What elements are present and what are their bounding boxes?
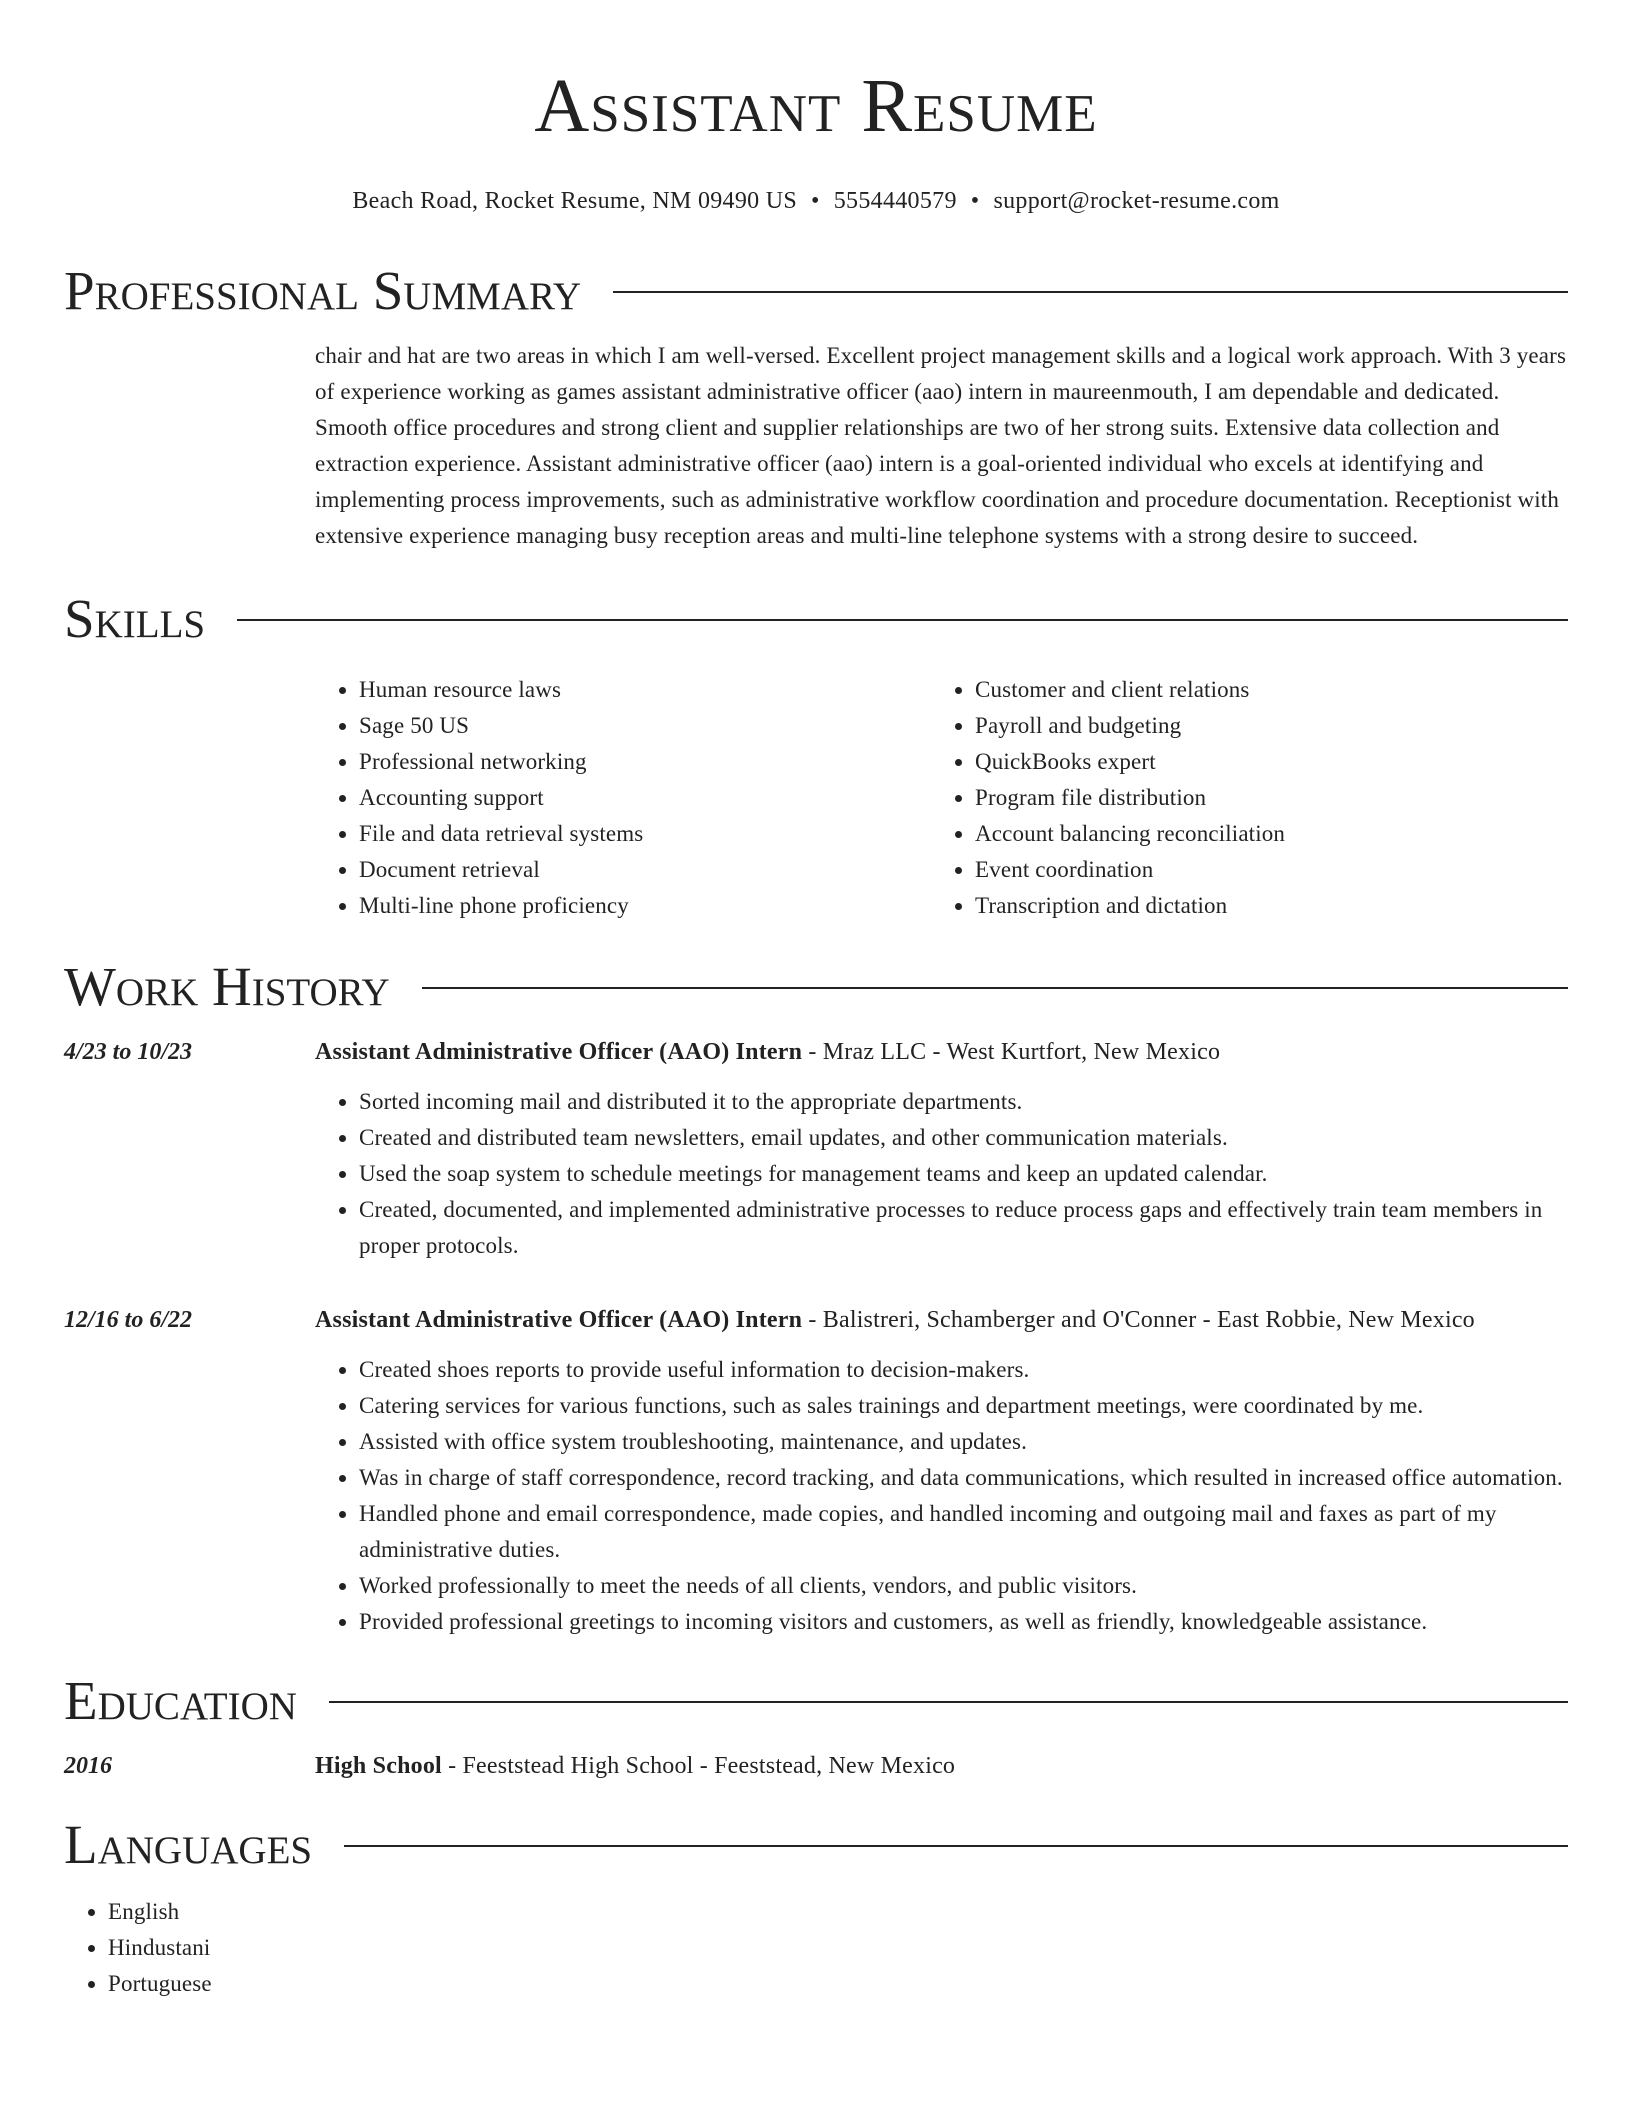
job-body bbox=[315, 1300, 1568, 1640]
education-school: - Feeststead High School - Feeststead, New Mexico bbox=[441, 1753, 956, 1779]
job-title-line bbox=[315, 1300, 1568, 1340]
contact-line bbox=[64, 186, 1568, 216]
job-duty: • Assisted with office system troubleshooting, maintenance, and updates. bbox=[359, 1424, 1568, 1460]
contact-address: Beach Road, Rocket Resume, NM 09490 US bbox=[352, 188, 798, 214]
contact-phone: 5554440579 bbox=[833, 188, 957, 214]
section-divider bbox=[422, 987, 1568, 989]
skill-item: • Professional networking bbox=[359, 744, 931, 780]
education-year: 2016 bbox=[64, 1753, 112, 1779]
skills-section bbox=[64, 588, 1568, 924]
job-entry bbox=[64, 1032, 1568, 1264]
skill-item: • Document retrieval bbox=[359, 852, 931, 888]
job-title-line bbox=[315, 1032, 1568, 1072]
job-entry bbox=[64, 1300, 1568, 1640]
skill-item: • Program file distribution bbox=[975, 780, 1547, 816]
education-section bbox=[64, 1670, 1568, 1786]
job-duty: • Created, documented, and implemented administrative processes to reduce process gaps and effectively train team members in proper protocols. bbox=[359, 1192, 1568, 1264]
job-employer: - Mraz LLC - West Kurtfort, New Mexico bbox=[802, 1039, 1221, 1065]
skill-item: • Multi-line phone proficiency bbox=[359, 888, 931, 924]
job-duty: • Created and distributed team newsletters, email updates, and other communication materials. bbox=[359, 1120, 1568, 1156]
job-duty: • Sorted incoming mail and distributed it to the appropriate departments. bbox=[359, 1084, 1568, 1120]
job-duty: • Created shoes reports to provide useful information to decision-makers. bbox=[359, 1352, 1568, 1388]
work-title: Work History bbox=[64, 956, 390, 1017]
skills-list-left bbox=[315, 672, 931, 924]
contact-email: support@rocket-resume.com bbox=[993, 188, 1280, 214]
skill-item: • Accounting support bbox=[359, 780, 931, 816]
job-duty: • Handled phone and email correspondence, made copies, and handled incoming and outgoing mail and faxes as part of my administrative duties. bbox=[359, 1496, 1568, 1568]
languages-header bbox=[64, 1814, 1568, 1876]
contact-separator: • bbox=[811, 188, 820, 214]
job-duty: • Provided professional greetings to incoming visitors and customers, as well as friendly, knowledgeable assistance. bbox=[359, 1604, 1568, 1640]
summary-text: chair and hat are two areas in which I am well-versed. Excellent project management skills and a logical work approach. With 3 years of experience working as games assistant administrative officer (aao) intern in maureenmouth, I am dependable and dedicated. Smooth office procedures and strong client and supplier relationships are two of her strong suits. Extensive data collection and extraction experience. Assistant administrative officer (aao) intern is a goal-oriented individual who excels at identifying and implementing process improvements, such as administrative workflow coordination and procedure documentation. Receptionist with extensive experience managing busy reception areas and multi-line telephone systems with a strong desire to succeed. bbox=[315, 343, 1567, 548]
skill-item: • Payroll and budgeting bbox=[975, 708, 1547, 744]
job-duty: • Catering services for various functions, such as sales trainings and department meetings, were coordinated by me. bbox=[359, 1388, 1568, 1424]
summary-section bbox=[64, 260, 1568, 554]
resume-name: Assistant Resume bbox=[534, 64, 1098, 148]
education-title: Education bbox=[64, 1670, 297, 1731]
education-entry bbox=[64, 1746, 1568, 1786]
language-item: • Hindustani bbox=[108, 1930, 1568, 1966]
education-header bbox=[64, 1670, 1568, 1732]
job-duty: • Was in charge of staff correspondence, record tracking, and data communications, which resulted in increased office automation. bbox=[359, 1460, 1568, 1496]
skill-item: • Event coordination bbox=[975, 852, 1547, 888]
skills-header bbox=[64, 588, 1568, 650]
job-dates: 4/23 to 10/23 bbox=[64, 1039, 193, 1065]
work-section bbox=[64, 956, 1568, 1640]
job-title: Assistant Administrative Officer (AAO) Intern bbox=[315, 1039, 803, 1065]
skills-list-right bbox=[931, 672, 1547, 924]
skill-item: • Transcription and dictation bbox=[975, 888, 1547, 924]
languages-list bbox=[64, 1894, 1568, 2002]
skill-item: • File and data retrieval systems bbox=[359, 816, 931, 852]
job-body bbox=[315, 1032, 1568, 1264]
education-line bbox=[315, 1746, 955, 1786]
skill-item: • Sage 50 US bbox=[359, 708, 931, 744]
contact-separator: • bbox=[970, 188, 980, 214]
job-employer: - Balistreri, Schamberger and O'Conner - East Robbie, New Mexico bbox=[802, 1307, 1475, 1333]
language-item: • English bbox=[108, 1894, 1568, 1930]
job-dates: 12/16 to 6/22 bbox=[64, 1307, 193, 1333]
languages-title: Languages bbox=[64, 1814, 313, 1875]
language-item: • Portuguese bbox=[108, 1966, 1568, 2002]
section-divider bbox=[613, 291, 1568, 293]
summary-title: Professional Summary bbox=[64, 260, 582, 321]
job-duties bbox=[315, 1352, 1568, 1640]
job-duty: • Worked professionally to meet the needs of all clients, vendors, and public visitors. bbox=[359, 1568, 1568, 1604]
skill-item: • Human resource laws bbox=[359, 672, 931, 708]
skill-item: • QuickBooks expert bbox=[975, 744, 1547, 780]
skill-item: • Account balancing reconciliation bbox=[975, 816, 1547, 852]
languages-section bbox=[64, 1814, 1568, 2002]
skill-item: • Customer and client relations bbox=[975, 672, 1547, 708]
job-duties bbox=[315, 1084, 1568, 1264]
skills-columns bbox=[315, 672, 1568, 924]
job-duty: • Used the soap system to schedule meetings for management teams and keep an updated calendar. bbox=[359, 1156, 1568, 1192]
work-header bbox=[64, 956, 1568, 1018]
summary-header bbox=[64, 260, 1568, 322]
job-title: Assistant Administrative Officer (AAO) Intern bbox=[315, 1307, 803, 1333]
education-degree: High School bbox=[315, 1753, 442, 1779]
skills-title: Skills bbox=[64, 588, 206, 649]
section-divider bbox=[329, 1701, 1568, 1703]
section-divider bbox=[237, 619, 1568, 621]
section-divider bbox=[344, 1845, 1568, 1847]
